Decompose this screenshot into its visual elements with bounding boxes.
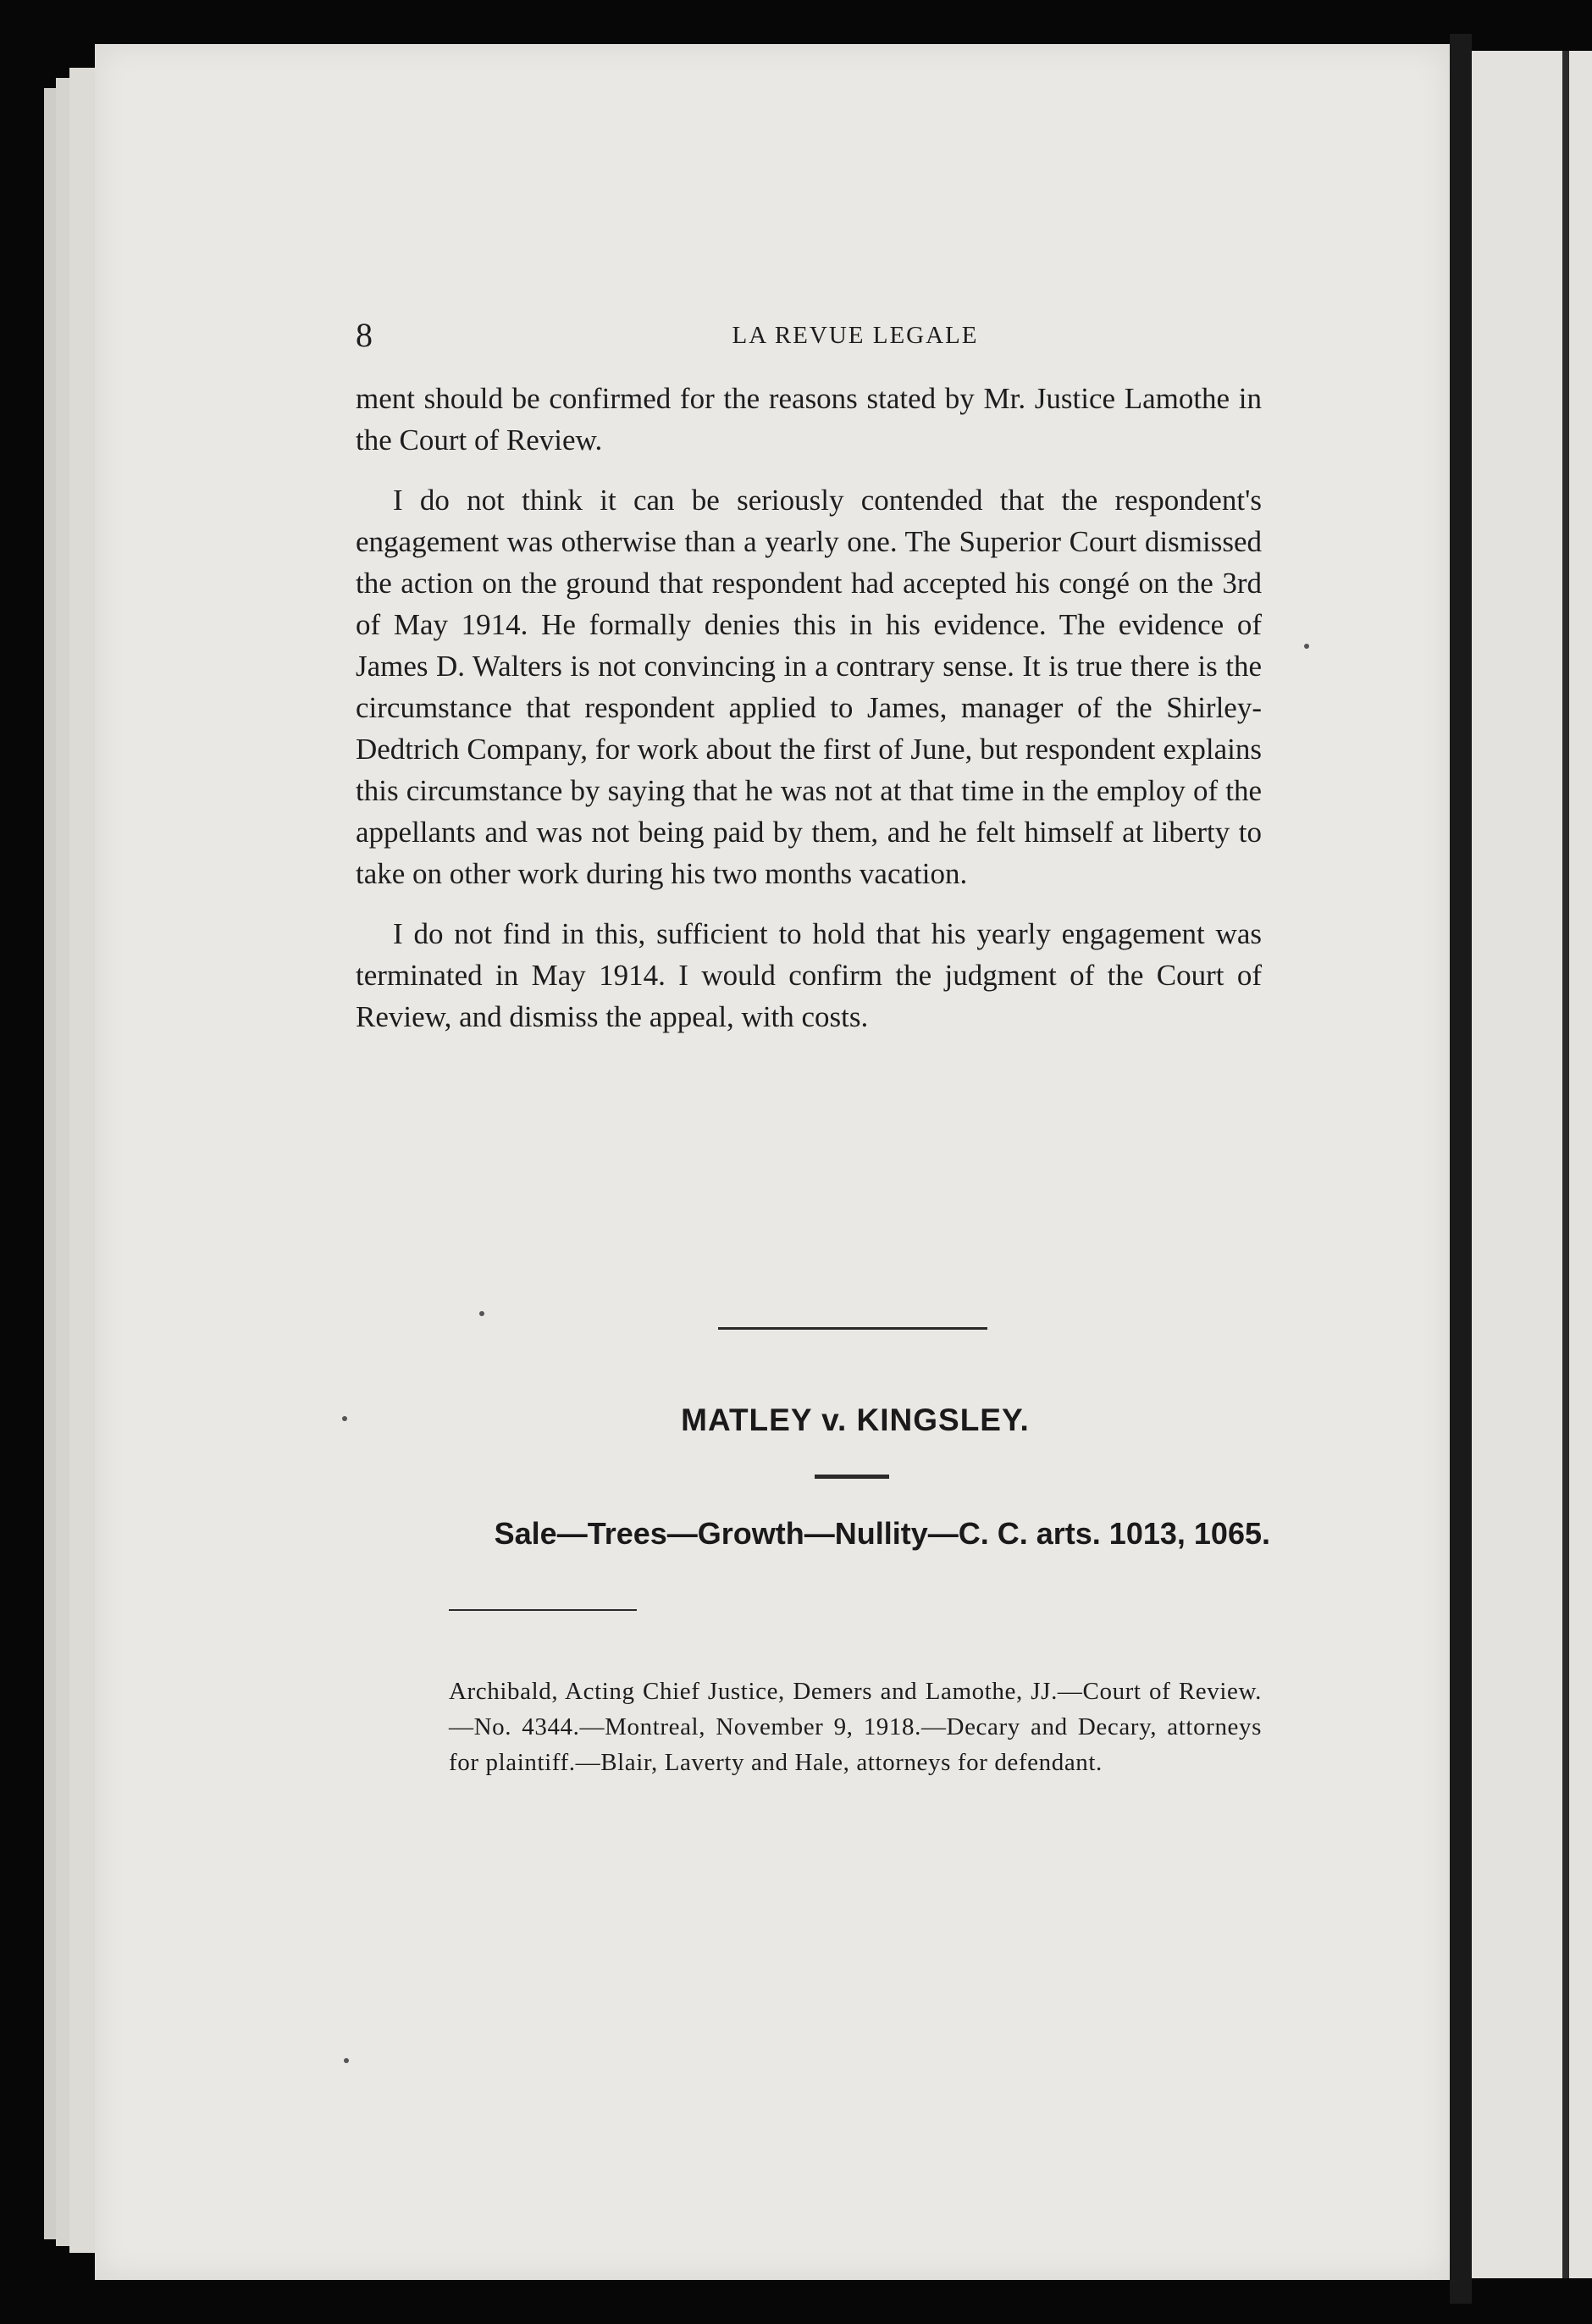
headnote: Sale—Trees—Growth—Nullity—C. C. arts. 1013, 1065.	[494, 1516, 1270, 1551]
adjacent-page-edge	[1472, 51, 1592, 2278]
title-rule	[815, 1475, 889, 1479]
case-title: MATLEY v. KINGSLEY.	[681, 1403, 1030, 1437]
page-number: 8	[356, 316, 373, 354]
headnote-rule	[449, 1609, 637, 1611]
court-info: Archibald, Acting Chief Justice, Demers and Lamothe, JJ.—Court of Review.—No. 4344.—Montreal, November 9, 1918.—Decary and Decary, attorneys for plaintiff.—Blair, Laverty and Hale, attorneys for defendant.	[449, 1678, 1262, 1776]
paper-speck	[1304, 644, 1309, 649]
paragraph: I do not find in this, sufficient to hold that his yearly engagement was terminated in May 1914. I would confirm the judgment of the Court of Review, and dismiss the appeal, with costs.	[356, 917, 1262, 1033]
book-spine-shadow	[1562, 51, 1569, 2278]
running-head: LA REVUE LEGALE	[732, 322, 979, 349]
paper-speck	[342, 1416, 347, 1421]
paper-speck	[344, 2058, 349, 2063]
paper-speck	[479, 1311, 484, 1316]
judgment-text	[356, 378, 1262, 1056]
section-divider	[718, 1327, 987, 1330]
paragraph: I do not think it can be seriously contended that the respondent's engagement was otherwise than a yearly one. The Superior Court dismissed the action on the ground that respondent had accepted his congé on the 3rd of May 1914. He formally denies this in his evidence. The evidence of James D. Walters is not convincing in a contrary sense. It is true there is the circumstance that respondent applied to James, manager of the Shirley-Dedtrich Company, for work about the first of June, but respondent explains this circumstance by saying that he was not at that time in the employ of the appellants and was not being paid by them, and he felt himself at liberty to take on other work during his two months vacation.	[356, 484, 1262, 890]
book-gutter	[1450, 34, 1472, 2304]
paragraph: ment should be confirmed for the reasons stated by Mr. Justice Lamothe in the Court of Review.	[356, 382, 1262, 456]
